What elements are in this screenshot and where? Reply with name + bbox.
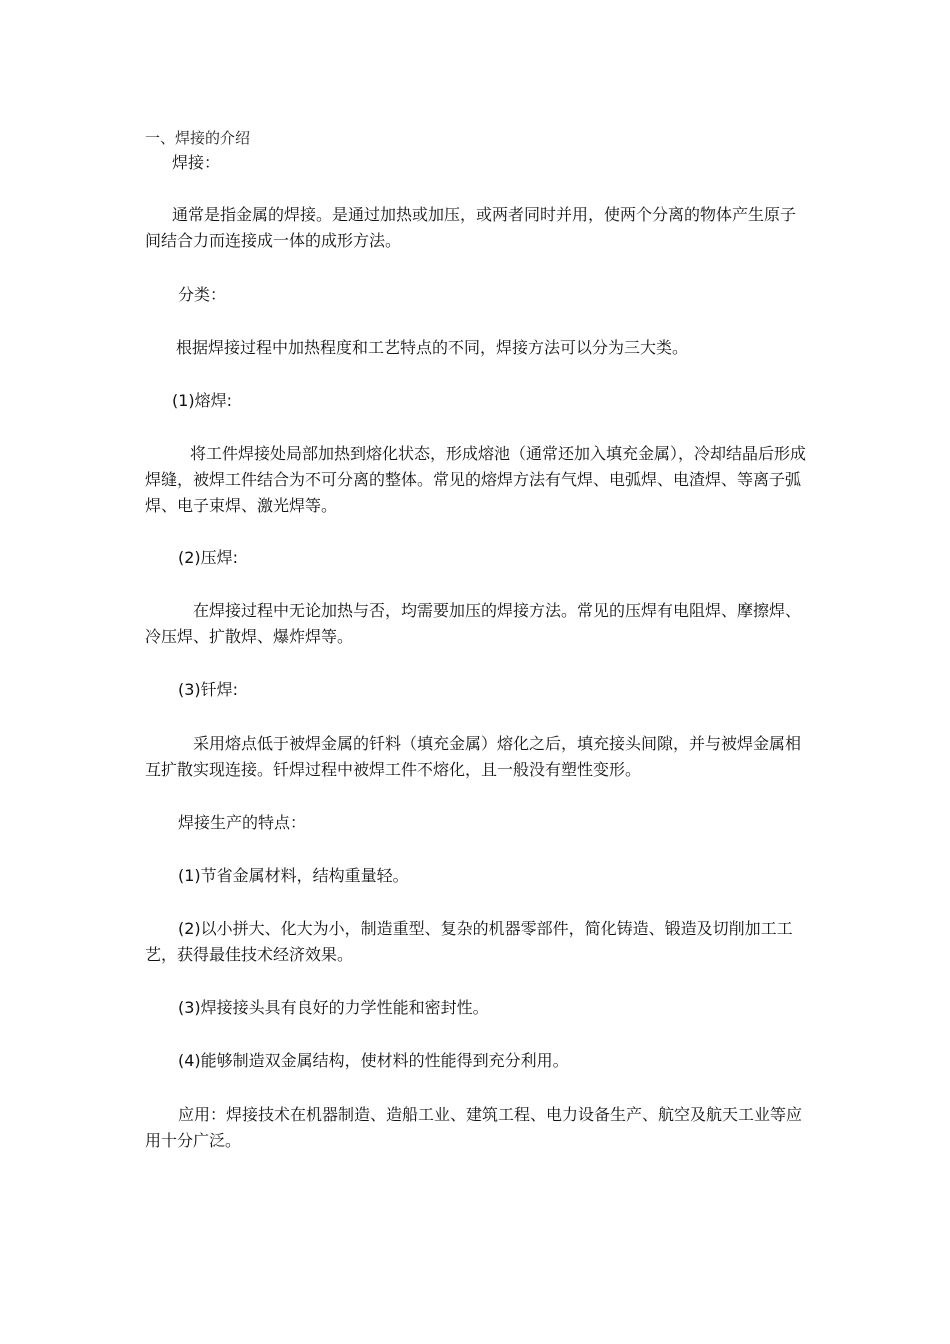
fusion-welding-label: (1)熔焊:	[172, 391, 233, 410]
classification-label: 分类：	[178, 285, 227, 304]
pressure-welding-label: (2)压焊:	[178, 548, 239, 567]
feature-item-3: (3)焊接接头具有良好的力学性能和密封性。	[178, 998, 489, 1017]
brazing-label: (3)钎焊:	[178, 680, 239, 699]
brazing-text: 采用熔点低于被焊金属的钎料（填充金属）熔化之后，填充接头间隙，并与被焊金属相互扩散实现连接。钎焊过程中被焊工件不熔化，且一般没有塑性变形。	[145, 734, 802, 779]
welding-label: 焊接：	[172, 153, 221, 172]
classification-intro: 根据焊接过程中加热程度和工艺特点的不同，焊接方法可以分为三大类。	[176, 338, 689, 357]
pressure-welding-text: 在焊接过程中无论加热与否，均需要加压的焊接方法。常见的压焊有电阻焊、摩擦焊、冷压焊、扩散焊、爆炸焊等。	[145, 601, 802, 646]
fusion-welding-text: 将工件焊接处局部加热到熔化状态，形成熔池（通常还加入填充金属），冷却结晶后形成焊缝，被焊工件结合为不可分离的整体。常见的熔焊方法有气焊、电弧焊、电渣焊、等离子弧焊、电子束焊、激光焊等。	[145, 444, 807, 515]
feature-item-2: (2)以小拼大、化大为小，制造重型、复杂的机器零部件，简化铸造、锻造及切削加工工艺，获得最佳技术经济效果。	[145, 919, 793, 964]
feature-item-4: (4)能够制造双金属结构，使材料的性能得到充分利用。	[178, 1051, 569, 1070]
production-features-label: 焊接生产的特点：	[178, 813, 307, 832]
application-text: 应用：焊接技术在机器制造、造船工业、建筑工程、电力设备生产、航空及航天工业等应用十分广泛。	[145, 1105, 803, 1150]
section-title: 一、焊接的介绍	[145, 129, 251, 147]
feature-item-1: (1)节省金属材料，结构重量轻。	[178, 866, 409, 885]
welding-definition: 通常是指金属的焊接。是通过加热或加压，或两者同时并用，使两个分离的物体产生原子间结合力而连接成一体的成形方法。	[145, 205, 797, 250]
